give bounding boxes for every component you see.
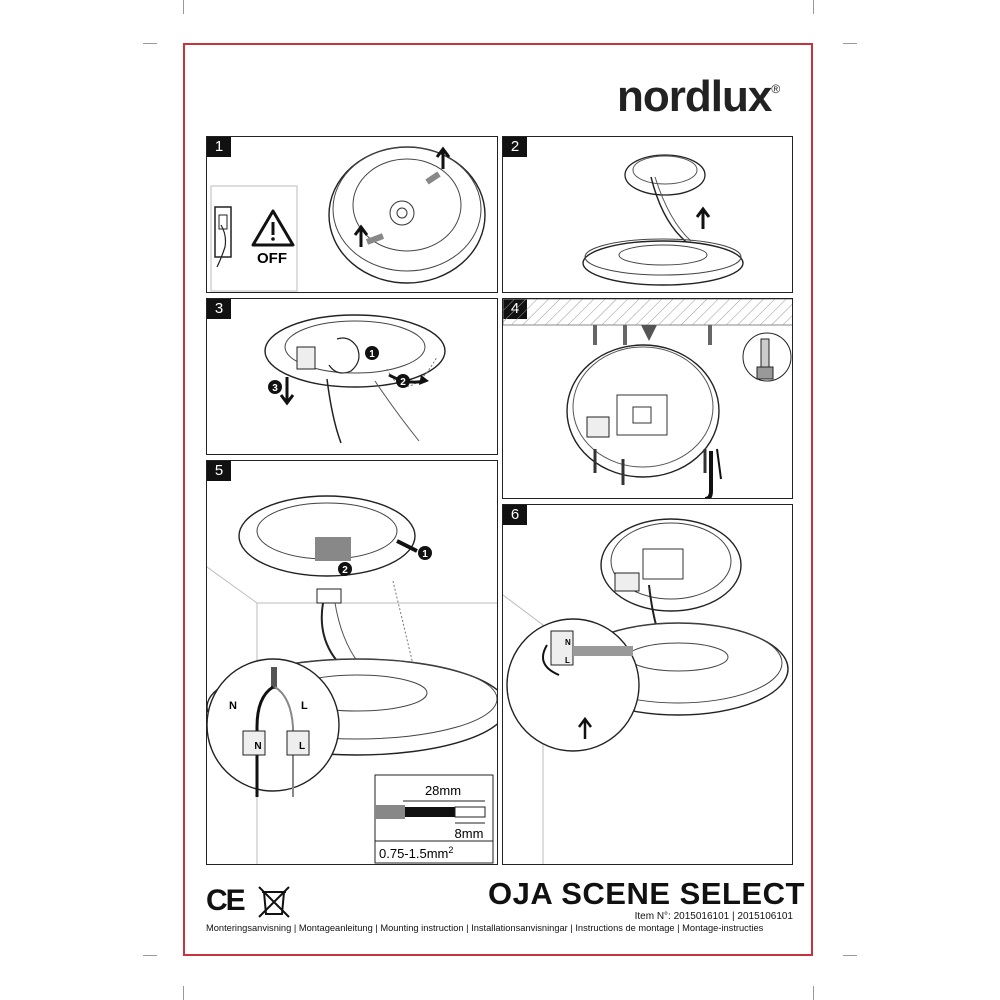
step-number: 1 [207, 137, 231, 157]
terminal-n: N [565, 638, 571, 647]
step-2-panel [502, 136, 793, 293]
crop-mark [843, 43, 857, 44]
off-label: OFF [257, 250, 287, 267]
screwdriver-icon [705, 449, 721, 499]
step-5-panel [206, 460, 498, 865]
crop-mark [143, 43, 157, 44]
neutral-label: N [229, 700, 237, 712]
crop-mark [143, 955, 157, 956]
step-6-panel [502, 504, 793, 865]
brand-logo: nordlux® [617, 72, 780, 121]
ceiling-plate-drawing [329, 147, 485, 283]
step-number: 2 [503, 137, 527, 157]
step-number: 5 [207, 461, 231, 481]
callout-3: 3 [272, 383, 278, 394]
step-1-illustration [207, 137, 498, 293]
terminal-n: N [254, 741, 262, 752]
crop-mark [183, 0, 184, 14]
step-3-illustration [207, 299, 498, 455]
warning-icon [253, 211, 293, 245]
weee-bin-icon [256, 884, 292, 920]
step-3-panel [206, 298, 498, 455]
strip-length-outer: 28mm [424, 783, 462, 798]
wall-switch-icon [215, 207, 231, 267]
crop-mark [843, 955, 857, 956]
callout-1: 1 [422, 549, 428, 560]
ce-mark: CE [206, 884, 244, 917]
step-number: 6 [503, 505, 527, 525]
callout-2: 2 [342, 565, 348, 576]
step-4-illustration [503, 299, 793, 499]
callout-1: 1 [369, 349, 375, 360]
terminal-l: L [565, 656, 570, 665]
strip-length-inner: 8mm [454, 826, 484, 841]
terminal-l: L [298, 741, 306, 752]
product-title: OJA SCENE SELECT [488, 876, 805, 911]
crop-mark [813, 986, 814, 1000]
wire-gauge: $0.75-1.5mm^2$ [379, 845, 454, 861]
step-number: 3 [207, 299, 231, 319]
item-number: Item N°: 2015016101 | 2015106101 [634, 911, 793, 922]
step-6-illustration [503, 505, 793, 865]
wire-spec-box [375, 775, 493, 863]
callout-2: 2 [400, 377, 406, 388]
instruction-languages: Monteringsanvisning | Montageanleitung | Mounting instruction | Installationsanvisningar | Instructions de montage | Montage-instructies [206, 923, 764, 933]
step-5-illustration [207, 461, 498, 865]
step-2-illustration [503, 137, 793, 293]
live-label: L [301, 700, 308, 712]
crop-mark [813, 0, 814, 14]
crop-mark [183, 986, 184, 1000]
step-1-panel [206, 136, 498, 293]
step-4-panel [502, 298, 793, 499]
